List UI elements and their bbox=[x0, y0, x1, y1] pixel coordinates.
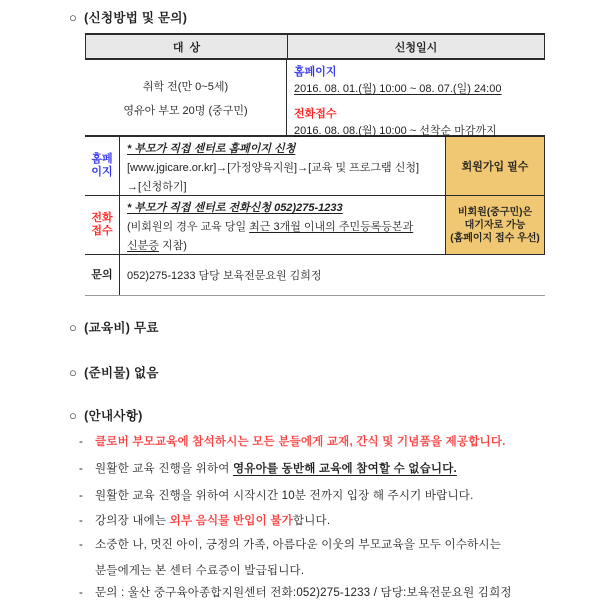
circle-bullet-icon: ○ bbox=[69, 320, 78, 335]
notice-certificate-line1: 소중한 나, 멋진 아이, 긍정의 가족, 아름다운 이웃의 부모교육을 모두 이수하시는 bbox=[95, 539, 502, 551]
target-row bbox=[85, 60, 545, 137]
target-line1: 취학 전(만 0~5세) bbox=[142, 80, 229, 93]
section-fee-title-text: (교육비) 무료 bbox=[84, 321, 159, 335]
section-apply-title bbox=[69, 8, 187, 26]
circle-bullet-icon: ○ bbox=[69, 408, 78, 423]
notice-certificate-text bbox=[95, 537, 501, 579]
homepage-side-note-text: 회원가입 필수 bbox=[461, 161, 529, 173]
phone-period: 2016. 08. 08.(월) 10:00 ~ 선착순 마감까지 bbox=[294, 125, 497, 137]
notice-item-no-infant bbox=[79, 461, 457, 477]
phone-side-note-line1: 비회원(중구민)은 bbox=[457, 206, 533, 218]
notice-item-arrival bbox=[79, 488, 474, 504]
dash-bullet: - bbox=[79, 436, 84, 448]
notice-item-certificate bbox=[79, 537, 501, 579]
notice-no-food-text bbox=[95, 513, 330, 529]
section-notice-title-text: (안내사항) bbox=[84, 409, 143, 423]
phone-note-line2-plain: (비회원의 경우 교육 당일 bbox=[127, 221, 250, 233]
dash-bullet: - bbox=[79, 515, 84, 527]
notice-no-infant-plain: 원활한 교육 진행을 위하여 bbox=[95, 463, 233, 475]
circle-bullet-icon: ○ bbox=[69, 10, 78, 25]
dash-bullet: - bbox=[79, 463, 84, 475]
phone-side-note bbox=[445, 196, 545, 254]
phone-method-detail bbox=[120, 196, 445, 254]
notice-certificate-line2: 분들에게는 본 센터 수료증이 발급됩니다. bbox=[95, 565, 305, 577]
notice-item-no-food bbox=[79, 513, 330, 529]
section-fee-title bbox=[69, 318, 159, 336]
homepage-method-label-line1: 홈페 bbox=[91, 153, 113, 165]
table-header-row bbox=[85, 33, 545, 60]
phone-method-row bbox=[85, 196, 545, 255]
header-datetime-cell: 신청일시 bbox=[394, 41, 438, 54]
notice-no-food-post: 합니다. bbox=[292, 515, 331, 527]
notice-no-food-pre: 강의장 내에는 bbox=[95, 515, 170, 527]
dash-bullet: - bbox=[79, 490, 84, 502]
phone-side-note-line2: 대기자로 가능 bbox=[464, 219, 526, 231]
circle-bullet-icon: ○ bbox=[69, 365, 78, 380]
dash-bullet: - bbox=[79, 587, 84, 599]
section-apply-title-text: (신청방법 및 문의) bbox=[84, 11, 188, 25]
notice-item-gift bbox=[79, 434, 506, 450]
application-table bbox=[85, 33, 545, 296]
phone-method-label bbox=[85, 196, 120, 254]
phone-note-title: * 부모가 직접 센터로 전화신청 052)275-1233 bbox=[127, 202, 343, 214]
phone-note-line2 bbox=[127, 218, 445, 237]
dash-bullet: - bbox=[79, 539, 84, 551]
section-notice-title bbox=[69, 406, 143, 424]
phone-method-label-line1: 전화 bbox=[91, 212, 113, 224]
phone-label: 전화접수 bbox=[294, 108, 337, 120]
target-cell bbox=[85, 60, 287, 135]
notice-no-food-emphasis: 외부 음식물 반입이 불가 bbox=[169, 515, 293, 527]
homepage-method-row bbox=[85, 137, 545, 196]
homepage-label: 홈페이지 bbox=[294, 66, 337, 78]
phone-side-note-line3: (홈페이지 접수 우선) bbox=[450, 232, 540, 244]
homepage-method-detail bbox=[120, 137, 445, 195]
notice-no-infant-text bbox=[95, 461, 457, 477]
schedule-gap bbox=[294, 98, 545, 106]
section-supplies-title bbox=[69, 363, 159, 381]
inquiry-row bbox=[85, 255, 545, 296]
homepage-path-line2: →[신청하기] bbox=[127, 181, 187, 193]
inquiry-value: 052)275-1233 담당 보육전문요원 김희정 bbox=[127, 270, 322, 282]
homepage-period: 2016. 08. 01.(월) 10:00 ~ 08. 07.(일) 24:00 bbox=[294, 83, 502, 95]
section-supplies-title-text: (준비물) 없음 bbox=[84, 366, 159, 380]
header-target-cell: 대 상 bbox=[86, 35, 288, 58]
inquiry-label: 문의 bbox=[85, 255, 120, 295]
phone-note-line3 bbox=[127, 237, 445, 256]
homepage-note-title: * 부모가 직접 센터로 홈페이지 신청 bbox=[127, 143, 296, 155]
homepage-method-label bbox=[85, 137, 120, 195]
phone-note-line3-plain: 지참) bbox=[158, 240, 187, 252]
homepage-path-line1: [www.jgicare.or.kr]→[가정양육지원]→[교육 및 프로그램 신청] bbox=[127, 162, 420, 174]
notice-arrival-text: 원활한 교육 진행을 위하여 시작시간 10분 전까지 입장 해 주시기 바랍니다. bbox=[95, 490, 474, 502]
schedule-cell bbox=[287, 60, 545, 135]
notice-gift-text: 클로버 부모교육에 참석하시는 모든 분들에게 교재, 간식 및 기념품을 제공합니다. bbox=[95, 436, 506, 448]
notice-contact-text: 문의 : 울산 중구육아종합지원센터 전화:052)275-1233 / 담당:보육전문요원 김희정 bbox=[95, 587, 512, 599]
target-line2: 영유아 부모 20명 (중구민) bbox=[123, 104, 248, 117]
homepage-side-note bbox=[445, 137, 545, 195]
homepage-method-label-line2: 이지 bbox=[91, 166, 113, 178]
phone-note-line3-underline: 신분증 bbox=[127, 240, 159, 252]
phone-method-label-line2: 접수 bbox=[91, 225, 113, 237]
notice-no-infant-emphasis: 영유아를 동반해 교육에 참여할 수 없습니다. bbox=[232, 463, 457, 475]
phone-note-line2-underline: 최근 3개월 이내의 주민등록등본과 bbox=[249, 221, 414, 233]
notice-item-contact bbox=[79, 585, 512, 601]
